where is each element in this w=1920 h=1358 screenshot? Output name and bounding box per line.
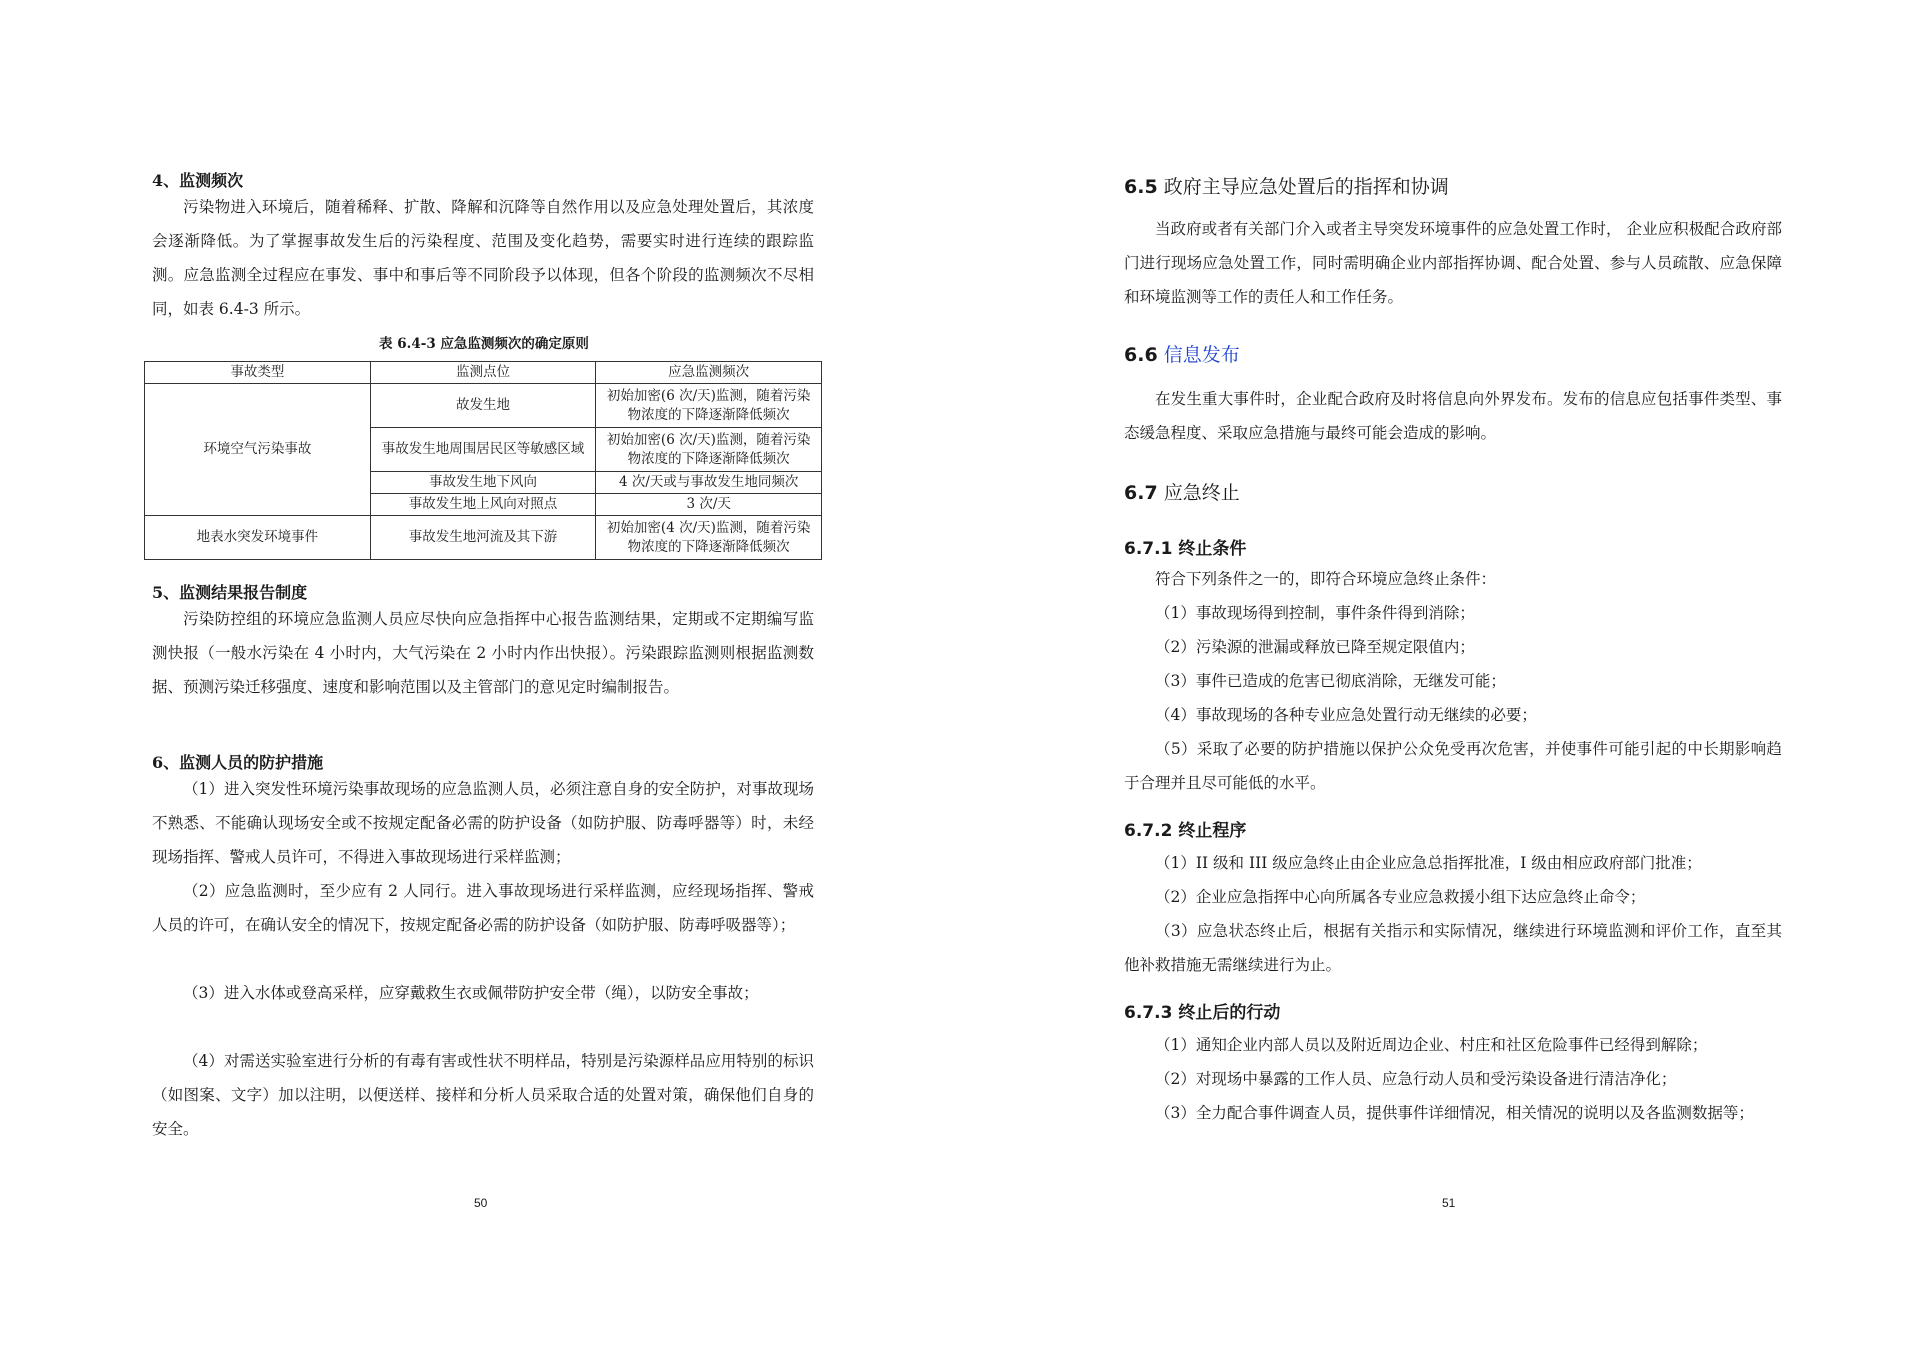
monitoring-point-cell: 事故发生地下风向 bbox=[370, 472, 596, 494]
table-title: 表 6.4-3 应急监测频次的确定原则 bbox=[379, 336, 589, 352]
table-header-cell: 监测点位 bbox=[370, 362, 596, 384]
procedure-item-3: （3）应急状态终止后，根据有关指示和实际情况，继续进行环境监测和评价工作，直至其他补救措施无需继续进行为止。 bbox=[1124, 922, 1782, 974]
monitoring-point-cell: 事故发生地上风向对照点 bbox=[370, 494, 596, 516]
section-title: 政府主导应急处置后的指挥和协调 bbox=[1163, 176, 1449, 198]
procedure-item-2: （2）企业应急指挥中心向所属各专业应急救援小组下达应急终止命令； bbox=[1155, 888, 1646, 906]
page-number: 51 bbox=[1442, 1196, 1456, 1210]
condition-item-1: （1）事故现场得到控制，事件条件得到消除； bbox=[1155, 604, 1475, 622]
condition-item-2: （2）污染源的泄漏或释放已降至规定限值内； bbox=[1155, 638, 1475, 656]
section-title: 终止程序 bbox=[1178, 821, 1247, 841]
section-6-6-paragraph: 在发生重大事件时，企业配合政府及时将信息向外界发布。发布的信息应包括事件类型、事态缓急程度、采取应急措施与最终可能会造成的影响。 bbox=[1124, 390, 1782, 442]
table-row bbox=[145, 516, 822, 560]
section-number: 6.7.3 bbox=[1124, 1003, 1173, 1023]
frequency-cell: 初始加密(4 次/天)监测，随着污染物浓度的下降逐渐降低频次 bbox=[596, 516, 822, 560]
section-6-7-1-heading bbox=[1124, 534, 1246, 559]
section-4-heading: 4、监测频次 bbox=[152, 171, 244, 190]
section-title: 终止后的行动 bbox=[1178, 1003, 1281, 1023]
section-number: 6.5 bbox=[1124, 176, 1158, 198]
section-number: 6.7.2 bbox=[1124, 821, 1173, 841]
table-header-cell: 事故类型 bbox=[145, 362, 371, 384]
post-action-item-1: （1）通知企业内部人员以及附近周边企业、村庄和社区危险事件已经得到解除； bbox=[1155, 1036, 1708, 1054]
section-6-7-2-heading bbox=[1124, 816, 1246, 841]
protection-item-3: （3）进入水体或登高采样，应穿戴救生衣或佩带防护安全带（绳），以防安全事故； bbox=[183, 984, 759, 1002]
section-number: 6.7 bbox=[1124, 482, 1158, 504]
table-row bbox=[145, 384, 822, 428]
section-6-5-heading bbox=[1124, 172, 1449, 199]
monitoring-point-cell: 事故发生地河流及其下游 bbox=[370, 516, 596, 560]
accident-type-cell: 环境空气污染事故 bbox=[145, 384, 371, 516]
protection-item-4: （4）对需送实验室进行分析的有毒有害或性状不明样品，特别是污染源样品应用特别的标识（如图案、文字）加以注明，以便送样、接样和分析人员采取合适的处置对策，确保他们自身的安全。 bbox=[152, 1052, 814, 1138]
monitoring-point-cell: 事故发生地周围居民区等敏感区域 bbox=[370, 428, 596, 472]
table-header-cell: 应急监测频次 bbox=[596, 362, 822, 384]
section-6-heading: 6、监测人员的防护措施 bbox=[152, 753, 324, 772]
section-4-paragraph: 污染物进入环境后，随着稀释、扩散、降解和沉降等自然作用以及应急处理处置后，其浓度会逐渐降低。为了掌握事故发生后的污染程度、范围及变化趋势，需要实时进行连续的跟踪监测。应急监测全过程应在事发、事中和事后等不同阶段予以体现，但各个阶段的监测频次不尽相同，如表 6.4-3 所示。 bbox=[152, 198, 814, 318]
section-5-heading: 5、监测结果报告制度 bbox=[152, 583, 308, 602]
section-title: 终止条件 bbox=[1178, 539, 1247, 559]
procedure-item-1: （1）II 级和 III 级应急终止由企业应急总指挥批准，I 级由相应政府部门批准； bbox=[1155, 854, 1702, 872]
section-6-6-heading bbox=[1124, 340, 1240, 367]
termination-intro: 符合下列条件之一的，即符合环境应急终止条件： bbox=[1155, 570, 1497, 588]
condition-item-3: （3）事件已造成的危害已彻底消除，无继发可能； bbox=[1155, 672, 1506, 690]
frequency-cell: 3 次/天 bbox=[596, 494, 822, 516]
section-6-7-heading bbox=[1124, 478, 1240, 505]
post-action-item-2: （2）对现场中暴露的工作人员、应急行动人员和受污染设备进行清洁净化； bbox=[1155, 1070, 1677, 1088]
accident-type-cell: 地表水突发环境事件 bbox=[145, 516, 371, 560]
section-number: 6.7.1 bbox=[1124, 539, 1173, 559]
protection-item-2: （2）应急监测时，至少应有 2 人同行。进入事故现场进行采样监测，应经现场指挥、警戒人员的许可，在确认安全的情况下，按规定配备必需的防护设备（如防护服、防毒呼吸器等）； bbox=[152, 882, 814, 934]
monitoring-point-cell: 故发生地 bbox=[370, 384, 596, 428]
section-5-paragraph: 污染防控组的环境应急监测人员应尽快向应急指挥中心报告监测结果，定期或不定期编写监测快报（一般水污染在 4 小时内，大气污染在 2 小时内作出快报）。污染跟踪监测则根据监测数据、预测污染迁移强度、速度和影响范围以及主管部门的意见定时编制报告。 bbox=[152, 610, 814, 696]
section-6-7-3-heading bbox=[1124, 998, 1280, 1023]
frequency-cell: 初始加密(6 次/天)监测，随着污染物浓度的下降逐渐降低频次 bbox=[596, 428, 822, 472]
protection-item-1: （1）进入突发性环境污染事故现场的应急监测人员，必须注意自身的安全防护，对事故现场不熟悉、不能确认现场安全或不按规定配备必需的防护设备（如防护服、防毒呼器等）时，未经现场指挥、警戒人员许可，不得进入事故现场进行采样监测； bbox=[152, 780, 814, 866]
frequency-cell: 初始加密(6 次/天)监测，随着污染物浓度的下降逐渐降低频次 bbox=[596, 384, 822, 428]
frequency-cell: 4 次/天或与事故发生地同频次 bbox=[596, 472, 822, 494]
table-header-row bbox=[145, 362, 822, 384]
condition-item-4: （4）事故现场的各种专业应急处置行动无继续的必要； bbox=[1155, 706, 1537, 724]
section-6-5-paragraph: 当政府或者有关部门介入或者主导突发环境事件的应急处置工作时， 企业应积极配合政府部门进行现场应急处置工作，同时需明确企业内部指挥协调、配合处置、参与人员疏散、应急保障和环境监测等工作的责任人和工作任务。 bbox=[1124, 220, 1782, 306]
section-title: 信息发布 bbox=[1163, 344, 1240, 366]
monitoring-frequency-table bbox=[144, 361, 822, 560]
condition-item-5: （5）采取了必要的防护措施以保护公众免受再次危害，并使事件可能引起的中长期影响趋于合理并且尽可能低的水平。 bbox=[1124, 740, 1782, 792]
post-action-item-3: （3）全力配合事件调查人员，提供事件详细情况，相关情况的说明以及各监测数据等； bbox=[1155, 1104, 1754, 1122]
page-number: 50 bbox=[474, 1196, 488, 1210]
section-number: 6.6 bbox=[1124, 344, 1158, 366]
section-title: 应急终止 bbox=[1163, 482, 1240, 504]
